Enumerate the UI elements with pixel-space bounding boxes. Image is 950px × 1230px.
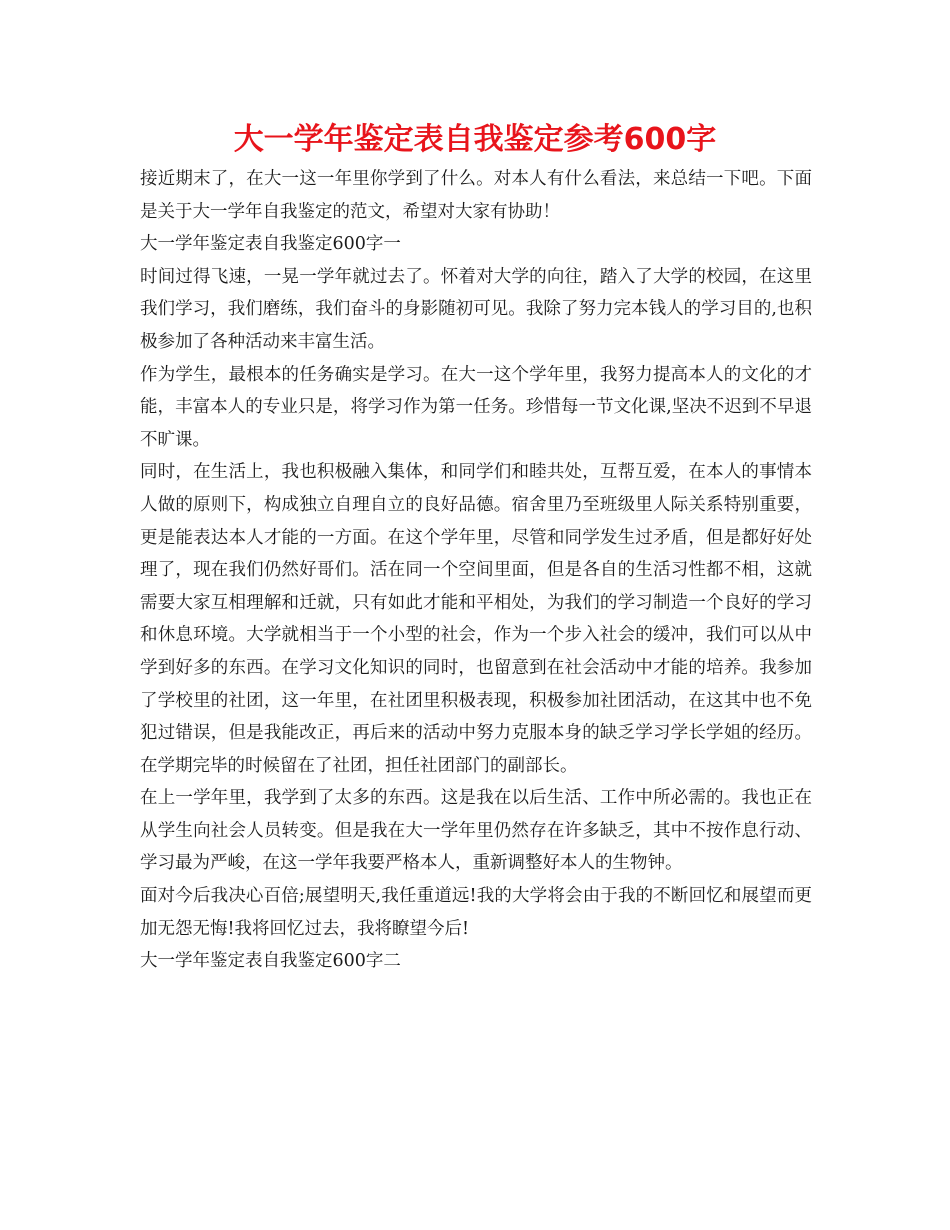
- body-paragraph: 同时，在生活上，我也积极融入集体，和同学们和睦共处，互帮互爱，在本人的事情本人做的原则下，构成独立自理自立的良好品德。宿舍里乃至班级里人际关系特别重要，更是能表达本人才能的一方面。在这个学年里，尽管和同学发生过矛盾，但是都好好处理了，现在我们仍然好哥们。活在同一个空间里面，但是各自的生活习性都不相，这就需要大家互相理解和迁就，只有如此才能和平相处，为我们的学习制造一个良好的学习和休息环境。大学就相当于一个小型的社会，作为一个步入社会的缓冲，我们可以从中学到好多的东西。在学习文化知识的同时，也留意到在社会活动中才能的培养。我参加了学校里的社团，这一年里，在社团里积极表现，积极参加社团活动，在这其中也不免犯过错误，但是我能改正，再后来的活动中努力克服本身的缺乏学习学长学姐的经历。在学期完毕的时候留在了社团，担任社团部门的副部长。: [140, 462, 812, 776]
- body-paragraph: 在上一学年里，我学到了太多的东西。这是我在以后生活、工作中所必需的。我也正在从学生向社会人员转变。但是我在大一学年里仍然存在许多缺乏，其中不按作息行动、学习最为严峻，在这一学年我要严格本人，重新调整好本人的生物钟。: [140, 788, 812, 874]
- section-heading-two: 大一学年鉴定表自我鉴定600字二: [140, 951, 401, 972]
- section-heading-one: 大一学年鉴定表自我鉴定600字一: [140, 234, 401, 255]
- body-paragraph: 作为学生，最根本的任务确实是学习。在大一这个学年里，我努力提高本人的文化的才能，丰富本人的专业只是，将学习作为第一任务。珍惜每一节文化课,坚决不迟到不早退不旷课。: [140, 364, 812, 450]
- body-paragraph: 面对今后我决心百倍;展望明天,我任重道远!我的大学将会由于我的不断回忆和展望而更加无怨无悔!我将回忆过去，我将瞭望今后!: [140, 886, 812, 939]
- document-title: 大一学年鉴定表自我鉴定参考600字: [233, 122, 717, 157]
- body-paragraph: 时间过得飞速，一晃一学年就过去了。怀着对大学的向往，踏入了大学的校园，在这里我们学习，我们磨练，我们奋斗的身影随初可见。我除了努力完本钱人的学习目的,也积极参加了各种活动来丰富生活。: [140, 266, 812, 352]
- document-body: [140, 163, 812, 978]
- intro-paragraph: 接近期末了，在大一这一年里你学到了什么。对本人有什么看法，来总结一下吧。下面是关于大一学年自我鉴定的范文，希望对大家有协助！: [140, 169, 812, 222]
